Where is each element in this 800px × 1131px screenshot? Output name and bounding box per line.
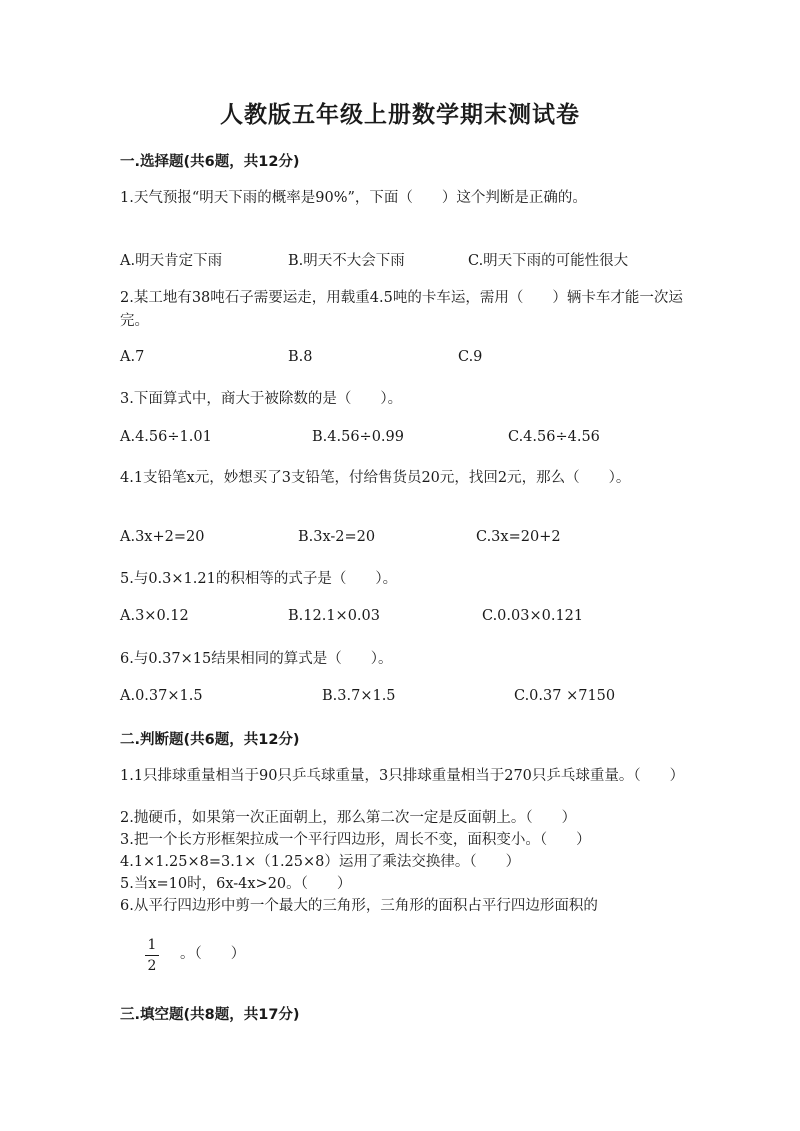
option-a: A.4.56÷1.01	[120, 429, 212, 445]
judge-question-6: 6.从平行四边形中剪一个最大的三角形，三角形的面积占平行四边形面积的	[120, 898, 598, 914]
option-c: C.明天下雨的可能性很大	[468, 253, 629, 269]
judge-question-2: 2.抛硬币，如果第一次正面朝上，那么第二次一定是反面朝上。（ ）	[120, 810, 577, 826]
option-a: A.7	[120, 349, 145, 365]
judge-question-4: 4.1×1.25×8=3.1×（1.25×8）运用了乘法交换律。（ ）	[120, 854, 521, 870]
judge-question-1: 1.1只排球重量相当于90只乒乓球重量，3只排球重量相当于270只乒乓球重量。（ ）	[120, 768, 685, 784]
fraction-one-half	[145, 937, 159, 974]
option-b: B.3x-2=20	[298, 529, 376, 545]
option-b: B.明天不大会下雨	[288, 253, 405, 269]
choice-question-1: 1.天气预报“明天下雨的概率是90%”，下面（ ）这个判断是正确的。	[120, 190, 587, 206]
choice-question-6: 6.与0.37×15结果相同的算式是（ ）。	[120, 651, 393, 667]
option-c: C.0.03×0.121	[482, 608, 584, 624]
choice-options-5	[120, 608, 720, 630]
choice-question-3: 3.下面算式中，商大于被除数的是（ ）。	[120, 391, 403, 407]
page-title: 人教版五年级上册数学期末测试卷	[220, 101, 580, 128]
choice-options-3	[120, 429, 720, 451]
choice-question-4: 4.1支铅笔x元，妙想买了3支铅笔，付给售货员20元，找回2元，那么（ ）。	[120, 470, 631, 486]
option-b: B.8	[288, 349, 313, 365]
option-a: A.3×0.12	[120, 608, 189, 624]
choice-options-4	[120, 529, 720, 551]
option-a: A.明天肯定下雨	[120, 253, 223, 269]
judge-question-3: 3.把一个长方形框架拉成一个平行四边形，周长不变，面积变小。（ ）	[120, 832, 591, 848]
fraction-bar	[145, 955, 159, 956]
section-heading-fill: 三.填空题(共8题，共17分)	[120, 1007, 300, 1023]
judge-question-6-tail: 。（ ）	[180, 946, 246, 962]
choice-question-5: 5.与0.3×1.21的积相等的式子是（ ）。	[120, 571, 398, 587]
section-heading-judge: 二.判断题(共6题，共12分)	[120, 732, 300, 748]
option-b: B.3.7×1.5	[322, 688, 396, 704]
choice-options-2	[120, 349, 720, 371]
option-c: C.4.56÷4.56	[508, 429, 600, 445]
fraction-denominator: 2	[147, 958, 157, 974]
option-b: B.12.1×0.03	[288, 608, 380, 624]
option-a: A.3x+2=20	[120, 529, 205, 545]
judge-question-5: 5.当x=10时，6x-4x>20。（ ）	[120, 876, 352, 892]
option-c: C.9	[458, 349, 483, 365]
fraction-numerator: 1	[147, 937, 157, 953]
option-c: C.3x=20+2	[476, 529, 561, 545]
option-c: C.0.37 ×7150	[514, 688, 616, 704]
choice-options-1	[120, 249, 720, 271]
choice-options-6	[120, 688, 720, 710]
section-heading-choice: 一.选择题(共6题，共12分)	[120, 154, 300, 170]
choice-question-2: 2.某工地有38吨石子需要运走，用载重4.5吨的卡车运，需用（ ）辆卡车才能一次运完。	[120, 290, 683, 329]
option-b: B.4.56÷0.99	[312, 429, 404, 445]
option-a: A.0.37×1.5	[120, 688, 203, 704]
